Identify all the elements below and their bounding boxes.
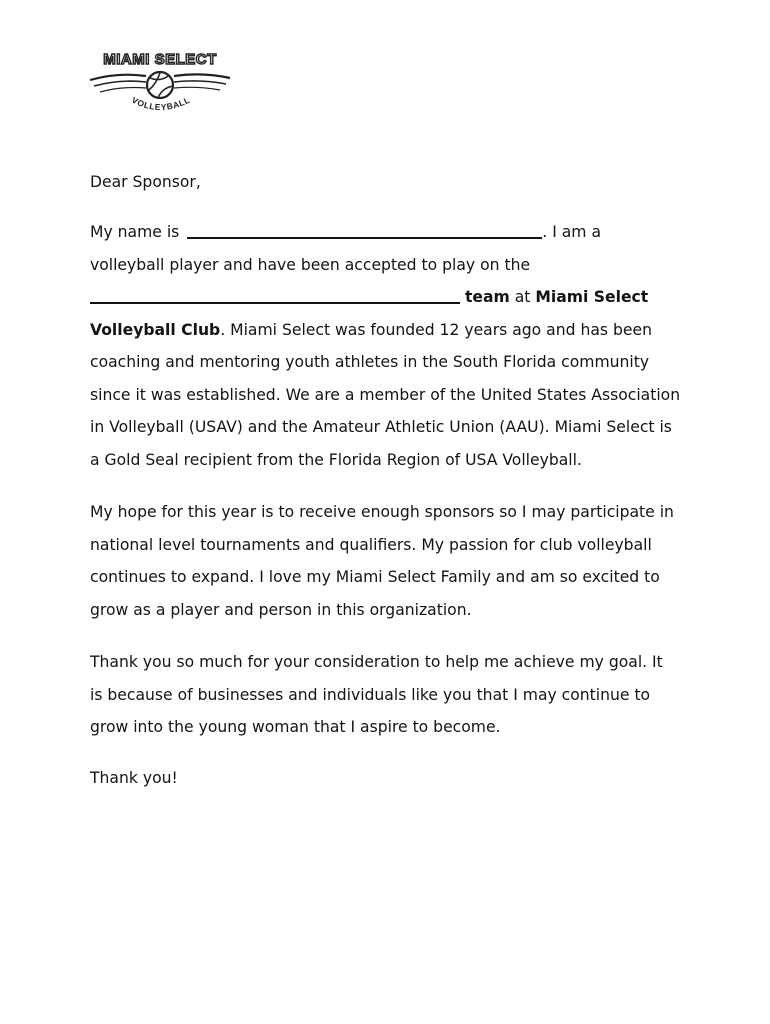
intro-text: . Miami Select was founded 12 years ago and has been bbox=[220, 320, 652, 339]
letter-paragraph-thanks bbox=[90, 646, 690, 744]
hope-text: My hope for this year is to receive enough sponsors so I may participate in bbox=[90, 503, 674, 521]
thanks-text: grow into the young woman that I aspire to become. bbox=[90, 718, 501, 736]
letter-paragraph-hope bbox=[90, 496, 690, 626]
sponsor-letter bbox=[90, 168, 690, 812]
hope-text: continues to expand. I love my Miami Select Family and am so excited to bbox=[90, 568, 660, 586]
intro-text: in Volleyball (USAV) and the Amateur Athletic Union (AAU). Miami Select is bbox=[90, 418, 672, 436]
volleyball-logo-icon bbox=[88, 46, 233, 122]
team-word: team bbox=[464, 288, 510, 306]
thanks-text: is because of businesses and individuals like you that I may continue to bbox=[90, 685, 651, 704]
letter-paragraph-intro bbox=[90, 216, 690, 476]
logo-tagline-text: VOLLEYBALL bbox=[130, 94, 192, 113]
intro-text: since it was established. We are a member of the United States Association bbox=[90, 385, 681, 404]
intro-text: volleyball player and have been accepted to play on the bbox=[90, 255, 531, 274]
club-name-part1: Miami Select bbox=[535, 288, 649, 306]
team-name-blank[interactable] bbox=[90, 301, 460, 304]
letter-greeting: Dear Sponsor, bbox=[90, 173, 201, 191]
hope-text: national level tournaments and qualifiers. My passion for club volleyball bbox=[90, 535, 652, 554]
intro-text: My name is bbox=[90, 223, 180, 241]
player-name-blank[interactable] bbox=[187, 236, 542, 239]
club-name-part2: Volleyball Club bbox=[90, 320, 221, 339]
letter-closing: Thank you! bbox=[90, 768, 178, 787]
hope-text: grow as a player and person in this organization. bbox=[90, 600, 472, 619]
miami-select-logo bbox=[88, 46, 233, 122]
intro-text: . I am a bbox=[542, 223, 602, 241]
intro-text: coaching and mentoring youth athletes in the South Florida community bbox=[90, 353, 650, 371]
logo-brand-text: MIAMI SELECT bbox=[103, 51, 217, 68]
thanks-text: Thank you so much for your consideration to help me achieve my goal. It bbox=[90, 653, 663, 671]
intro-text: a Gold Seal recipient from the Florida Region of USA Volleyball. bbox=[90, 450, 582, 469]
at-word: at bbox=[514, 288, 531, 306]
